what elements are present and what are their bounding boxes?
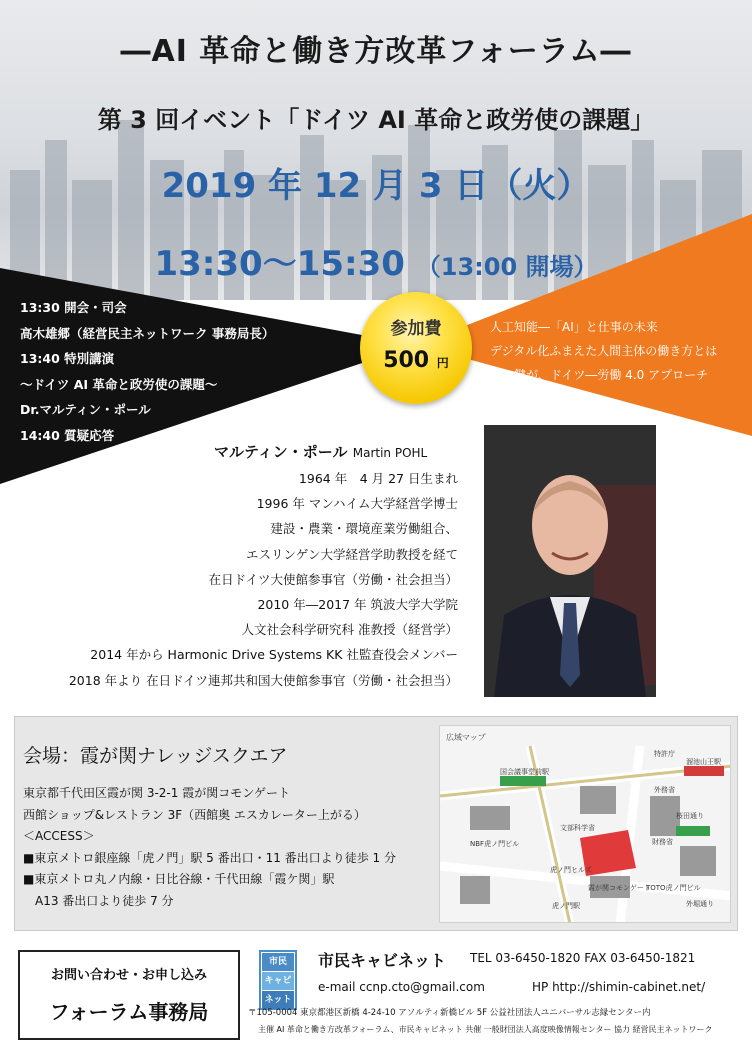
speaker-photo	[484, 425, 656, 697]
doors-open-time: （13:00 開場）	[416, 253, 598, 281]
theme-line: その鍵が、ドイツ―労働 4.0 アプローチ	[490, 368, 709, 382]
speaker-name-ja: マルティン・ポール	[214, 443, 348, 461]
bio-line: 在日ドイツ大使館参事官（労働・社会担当）	[208, 571, 458, 587]
organization-name: 市民キャビネット	[318, 951, 447, 970]
event-subtitle: 第 3 回イベント「ドイツ AI 革命と政労使の課題」	[97, 106, 655, 134]
map-label: 虎ノ門ヒルズ	[550, 866, 592, 874]
bio-line: エスリンゲン大学経営学助教授を経て	[245, 546, 458, 562]
fee-badge	[360, 292, 472, 404]
venue-line: ＜ACCESS＞	[23, 829, 95, 843]
bio-line: 2018 年より 在日ドイツ連邦共和国大使館参事官（労働・社会担当）	[68, 672, 458, 688]
event-time-range: 13:30〜15:30	[154, 244, 405, 284]
map-label: 霞が関コモンゲート	[588, 884, 651, 892]
fee-amount: 500	[383, 348, 430, 373]
speaker-name	[214, 441, 427, 462]
shimin-cabinet-logo	[259, 950, 297, 1010]
fee-label: 参加費	[390, 319, 442, 339]
venue-map	[439, 725, 731, 923]
theme-line: デジタル化ふまえた人間主体の働き方とは	[490, 344, 718, 358]
program-line: 13:40 特別講演	[20, 351, 115, 366]
map-label: 特許庁	[654, 750, 675, 758]
speaker-bio	[0, 466, 458, 693]
map-label: 溜池山王駅	[686, 758, 721, 766]
map-label: NBF虎ノ門ビル	[470, 840, 520, 848]
program-line: 高木雄郷（経営民主ネットワーク 事務局長）	[20, 325, 275, 341]
forum-title: ―AI 革命と働き方改革フォーラム―	[120, 34, 632, 69]
bio-line: 2014 年から Harmonic Drive Systems KK 社監査役会メンバー	[90, 647, 458, 663]
logo-text: キャビ	[262, 972, 294, 990]
organization-address: 〒105-0004 東京都港区新橋 4-24-10 アソルティ新橋ビル 5F 公益社団法人ユニバーサル志縁センター内	[248, 1008, 651, 1018]
map-label: 虎ノ門駅	[552, 902, 580, 910]
map-caption: 広域マップ	[446, 733, 486, 742]
venue-details	[23, 783, 396, 912]
program-line: 13:30 開会・司会	[20, 300, 127, 315]
bio-line: 人文社会科学研究科 准教授（経営学）	[241, 622, 458, 638]
event-date: 2019 年 12 月 3 日（火）	[161, 166, 591, 206]
program-line: 14:40 質疑応答	[20, 427, 115, 443]
theme-text	[490, 315, 745, 387]
theme-line: 人工知能―「AI」と仕事の未来	[490, 320, 658, 334]
contact-office: フォーラム事務局	[49, 1000, 209, 1024]
bio-line: 2010 年―2017 年 筑波大学大学院	[257, 597, 458, 613]
map-label: 外堀通り	[686, 900, 714, 908]
venue-line: 東京都千代田区霞が関 3-2-1 霞が関コモンゲート	[23, 786, 290, 800]
program-schedule	[20, 295, 340, 448]
venue-line: 西館ショップ&レストラン 3F（西館奥 エスカレーター上がる）	[23, 807, 366, 822]
fee-amount-line	[360, 348, 472, 373]
organization-phone-fax: TEL 03-6450-1820 FAX 03-6450-1821	[470, 951, 696, 965]
logo-text: 市民	[262, 953, 294, 971]
map-label: 文部科学省	[560, 824, 595, 832]
logo-text: ネット	[262, 991, 294, 1009]
map-label: 桜田通り	[676, 812, 704, 820]
map-label: TOTO虎ノ門ビル	[646, 884, 701, 892]
venue-line: A13 番出口より徒歩 7 分	[23, 893, 174, 908]
bio-line: 1964 年 4 月 27 日生まれ	[298, 471, 458, 486]
organization-website: HP http://shimin-cabinet.net/	[532, 980, 706, 994]
map-label: 外務省	[654, 786, 675, 794]
map-image	[440, 726, 731, 923]
map-label: 財務省	[652, 838, 673, 846]
bio-line: 1996 年 マンハイム大学経営学博士	[256, 496, 458, 512]
program-line: 〜ドイツ AI 革命と政労使の課題〜	[20, 376, 218, 392]
organization-email: e-mail ccnp.cto@gmail.com	[318, 980, 485, 994]
venue-title: 会場：霞が関ナレッジスクエア	[23, 745, 288, 767]
contact-heading: お問い合わせ・お申し込み	[50, 968, 207, 983]
program-line: Dr.マルティン・ポール	[20, 402, 151, 417]
organizer-credits: 主催 AI 革命と働き方改革フォーラム、市民キャビネット 共催 一般財団法人高度映像情報センター 協力 経営民主ネットワーク	[258, 1025, 713, 1034]
bio-line: 建設・農業・環境産業労働組合、	[270, 521, 458, 537]
speaker-name-latin: Martin POHL	[352, 446, 428, 460]
venue-box	[14, 716, 738, 931]
fee-unit: 円	[436, 356, 449, 370]
map-label: 国会議事堂前駅	[500, 768, 549, 776]
venue-line: ■東京メトロ銀座線「虎ノ門」駅 5 番出口・11 番出口より徒歩 1 分	[23, 850, 396, 865]
contact-box	[18, 950, 240, 1040]
speaker-portrait-image	[484, 425, 656, 697]
venue-line: ■東京メトロ丸ノ内線・日比谷線・千代田線「霞ケ関」駅	[23, 872, 335, 886]
